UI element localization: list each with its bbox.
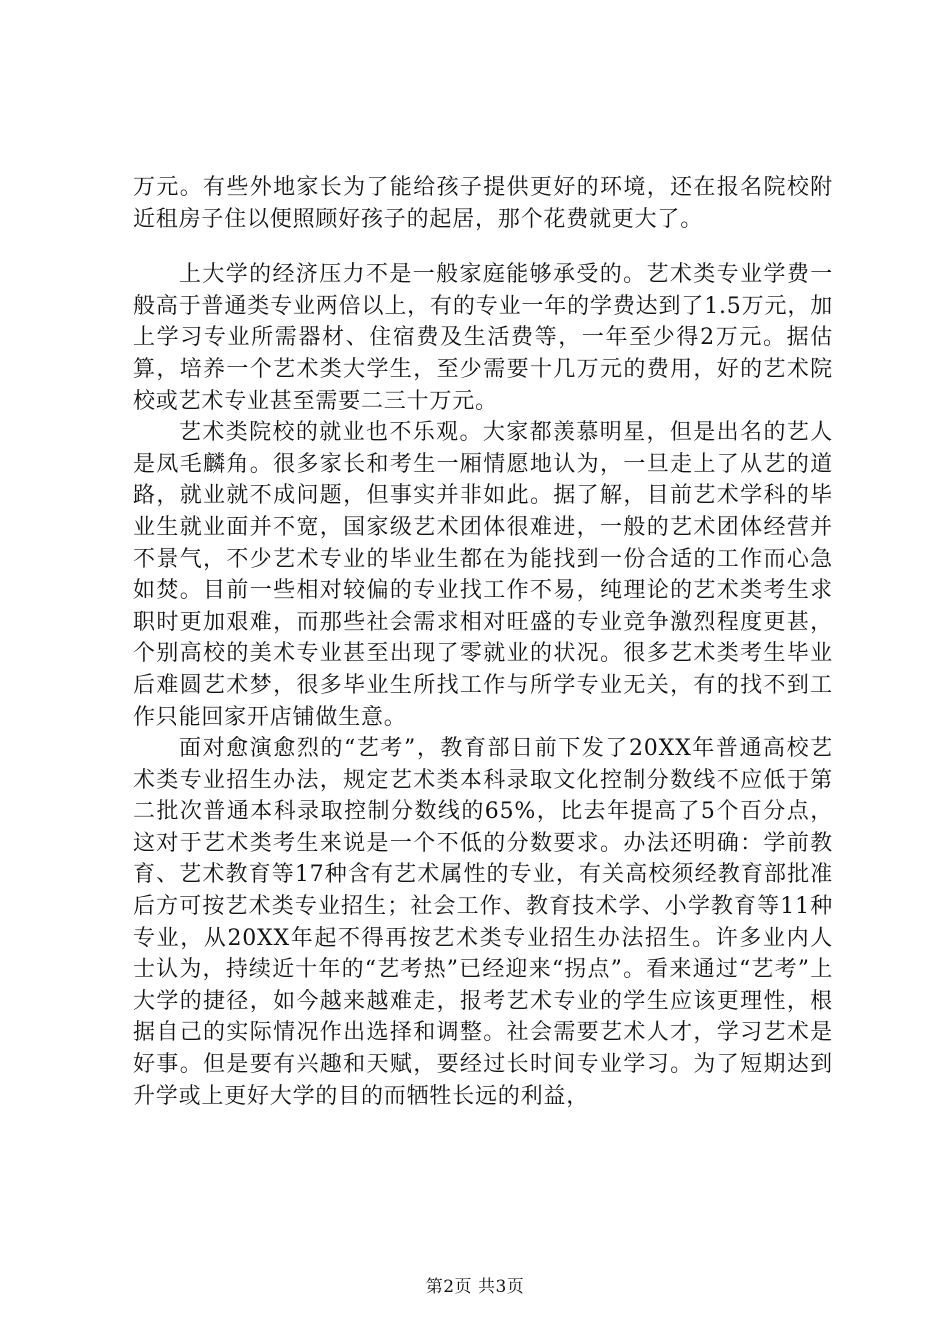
paragraph-employment: 艺术类院校的就业也不乐观。大家都羡慕明星，但是出名的艺人是凤毛麟角。很多家长和考生一厢情愿地认为，一旦走上了从艺的道路，就业就不成问题，但事实并非如此。据了解，目前艺术学科的毕业生就业面并不宽，国家级艺术团体很难进，一般的艺术团体经营并不景气，不少艺术专业的毕业生都在为能找到一份合适的工作而心急如焚。目前一些相对较偏的专业找工作不易，纯理论的艺术类考生求职时更加艰难，而那些社会需求相对旺盛的专业竞争激烈程度更甚，个别高校的美术专业甚至出现了零就业的状况。很多艺术类考生毕业后难圆艺术梦，很多毕业生所找工作与所学专业无关，有的找不到工作只能回家开店铺做生意。 xyxy=(133,420,833,730)
paragraph-continuation: 万元。有些外地家长为了能给孩子提供更好的环境，还在报名院校附近租房子住以便照顾好孩子的起居，那个花费就更大了。 xyxy=(133,175,833,232)
page-number-footer: 第2页 共3页 xyxy=(425,1277,525,1297)
document-body xyxy=(133,172,833,1112)
paragraph-economic-pressure: 上大学的经济压力不是一般家庭能够承受的。艺术类专业学费一般高于普通类专业两倍以上，有的专业一年的学费达到了1.5万元，加上学习专业所需器材、住宿费及生活费等，一年至少得2万元。据估算，培养一个艺术类大学生，至少需要十几万元的费用，好的艺术院校或艺术专业甚至需要二三十万元。 xyxy=(133,262,833,414)
paragraph-admission-policy: 面对愈演愈烈的“艺考”，教育部日前下发了20XX年普通高校艺术类专业招生办法，规定艺术类本科录取文化控制分数线不应低于第二批次普通本科录取控制分数线的65%，比去年提高了5个百分点，这对于艺术类考生来说是一个不低的分数要求。办法还明确：学前教育、艺术教育等17种含有艺术属性的专业，有关高校须经教育部批准后方可按艺术类专业招生；社会工作、教育技术学、小学教育等11种专业，从20XX年起不得再按艺术类专业招生办法招生。许多业内人士认为，持续近十年的“艺考热”已经迎来“拐点”。看来通过“艺考”上大学的捷径，如今越来越难走，报考艺术专业的学生应该更理性，根据自己的实际情况作出选择和调整。社会需要艺术人才，学习艺术是好事。但是要有兴趣和天赋，要经过长时间专业学习。为了短期达到升学或上更好大学的目的而牺牲长远的利益， xyxy=(133,736,833,1109)
